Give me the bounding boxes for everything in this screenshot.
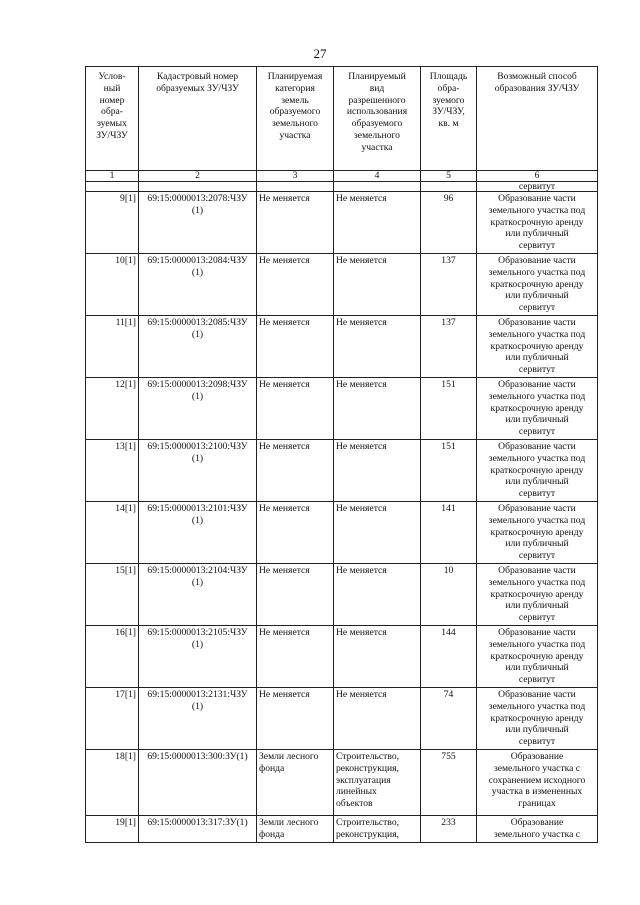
cell-land-category: Не меняется	[257, 254, 334, 316]
column-number: 3	[257, 171, 334, 182]
continuation-cell	[257, 182, 334, 192]
header-cell-usage: Планируемый вид разрешенного использования образуемого земельного участка	[334, 67, 421, 171]
cell-area: 144	[421, 626, 477, 688]
cell-formation-method: Образование части земельного участка под краткосрочную аренду или публичный сервитут	[477, 688, 598, 750]
header-cell-method: Возможный способ образования ЗУ/ЧЗУ	[477, 67, 598, 171]
cell-formation-method: Образование части земельного участка под краткосрочную аренду или публичный сервитут	[477, 502, 598, 564]
cell-row-number: 18[1]	[86, 750, 139, 816]
cell-area: 151	[421, 378, 477, 440]
cell-area: 141	[421, 502, 477, 564]
cell-permitted-use: Не меняется	[334, 316, 421, 378]
cell-cadastral-number: 69:15:0000013:2100:ЧЗУ (1)	[139, 440, 257, 502]
land-plots-table	[85, 66, 598, 843]
continuation-row	[86, 182, 598, 192]
table-row	[86, 192, 598, 254]
cell-land-category: Не меняется	[257, 316, 334, 378]
cell-area: 755	[421, 750, 477, 816]
cell-area: 233	[421, 816, 477, 843]
cell-formation-method: Образование части земельного участка под краткосрочную аренду или публичный сервитут	[477, 316, 598, 378]
header-row	[86, 67, 598, 171]
cell-row-number: 14[1]	[86, 502, 139, 564]
cell-land-category: Не меняется	[257, 564, 334, 626]
column-number: 5	[421, 171, 477, 182]
continuation-cell	[421, 182, 477, 192]
table-row	[86, 564, 598, 626]
cell-cadastral-number: 69:15:0000013:317:ЗУ(1)	[139, 816, 257, 843]
table-row	[86, 440, 598, 502]
cell-formation-method: Образование земельного участка с	[477, 816, 598, 843]
cell-area: 137	[421, 316, 477, 378]
header-cell-category: Планируемая категория земель образуемого земельного участка	[257, 67, 334, 171]
cell-row-number: 9[1]	[86, 192, 139, 254]
cell-formation-method: Образование части земельного участка под краткосрочную аренду или публичный сервитут	[477, 440, 598, 502]
cell-cadastral-number: 69:15:0000013:2105:ЧЗУ (1)	[139, 626, 257, 688]
cell-row-number: 11[1]	[86, 316, 139, 378]
table-row	[86, 688, 598, 750]
cell-permitted-use: Не меняется	[334, 254, 421, 316]
cell-formation-method: Образование части земельного участка под краткосрочную аренду или публичный сервитут	[477, 254, 598, 316]
cell-formation-method: Образование части земельного участка под краткосрочную аренду или публичный сервитут	[477, 626, 598, 688]
cell-formation-method: Образование части земельного участка под краткосрочную аренду или публичный сервитут	[477, 564, 598, 626]
column-number: 1	[86, 171, 139, 182]
cell-cadastral-number: 69:15:0000013:2098:ЧЗУ (1)	[139, 378, 257, 440]
cell-cadastral-number: 69:15:0000013:300:ЗУ(1)	[139, 750, 257, 816]
cell-formation-method: Образование части земельного участка под краткосрочную аренду или публичный сервитут	[477, 192, 598, 254]
cell-permitted-use: Не меняется	[334, 688, 421, 750]
cell-land-category: Не меняется	[257, 688, 334, 750]
cell-area: 96	[421, 192, 477, 254]
page-number: 27	[313, 46, 327, 61]
cell-area: 74	[421, 688, 477, 750]
cell-row-number: 12[1]	[86, 378, 139, 440]
cell-row-number: 19[1]	[86, 816, 139, 843]
cell-land-category: Не меняется	[257, 626, 334, 688]
table-row	[86, 378, 598, 440]
header-cell-number: Услов- ный номер обра- зуемых ЗУ/ЧЗУ	[86, 67, 139, 171]
cell-row-number: 17[1]	[86, 688, 139, 750]
column-number: 4	[334, 171, 421, 182]
cell-row-number: 16[1]	[86, 626, 139, 688]
cell-row-number: 15[1]	[86, 564, 139, 626]
cell-row-number: 13[1]	[86, 440, 139, 502]
cell-cadastral-number: 69:15:0000013:2084:ЧЗУ (1)	[139, 254, 257, 316]
continuation-cell	[139, 182, 257, 192]
cell-land-category: Не меняется	[257, 502, 334, 564]
cell-permitted-use: Не меняется	[334, 440, 421, 502]
cell-area: 151	[421, 440, 477, 502]
table-row	[86, 316, 598, 378]
cell-permitted-use: Не меняется	[334, 502, 421, 564]
cell-land-category: Земли лесного фонда	[257, 750, 334, 816]
cell-formation-method: Образование земельного участка с сохранением исходного участка в измененных границах	[477, 750, 598, 816]
cell-land-category: Не меняется	[257, 378, 334, 440]
cell-land-category: Земли лесного фонда	[257, 816, 334, 843]
cell-permitted-use: Строительство, реконструкция,	[334, 816, 421, 843]
column-number: 2	[139, 171, 257, 182]
cell-land-category: Не меняется	[257, 440, 334, 502]
cell-permitted-use: Не меняется	[334, 378, 421, 440]
continuation-cell: сервитут	[477, 182, 598, 192]
continuation-cell	[334, 182, 421, 192]
column-number-row	[86, 171, 598, 182]
cell-permitted-use: Строительство, реконструкция, эксплуатация линейных объектов	[334, 750, 421, 816]
cell-permitted-use: Не меняется	[334, 564, 421, 626]
table-row	[86, 626, 598, 688]
header-cell-cadastral: Кадастровый номер образуемых ЗУ/ЧЗУ	[139, 67, 257, 171]
table-row	[86, 816, 598, 843]
table-row	[86, 254, 598, 316]
cell-permitted-use: Не меняется	[334, 626, 421, 688]
table-row	[86, 502, 598, 564]
cell-cadastral-number: 69:15:0000013:2104:ЧЗУ (1)	[139, 564, 257, 626]
cell-cadastral-number: 69:15:0000013:2101:ЧЗУ (1)	[139, 502, 257, 564]
column-number: 6	[477, 171, 598, 182]
cell-formation-method: Образование части земельного участка под краткосрочную аренду или публичный сервитут	[477, 378, 598, 440]
cell-permitted-use: Не меняется	[334, 192, 421, 254]
cell-area: 10	[421, 564, 477, 626]
cell-area: 137	[421, 254, 477, 316]
cell-row-number: 10[1]	[86, 254, 139, 316]
header-cell-area: Площадь обра- зуемого ЗУ/ЧЗУ, кв. м	[421, 67, 477, 171]
continuation-cell	[86, 182, 139, 192]
table-row	[86, 750, 598, 816]
cell-land-category: Не меняется	[257, 192, 334, 254]
cell-cadastral-number: 69:15:0000013:2131:ЧЗУ (1)	[139, 688, 257, 750]
cell-cadastral-number: 69:15:0000013:2078:ЧЗУ (1)	[139, 192, 257, 254]
cell-cadastral-number: 69:15:0000013:2085:ЧЗУ (1)	[139, 316, 257, 378]
